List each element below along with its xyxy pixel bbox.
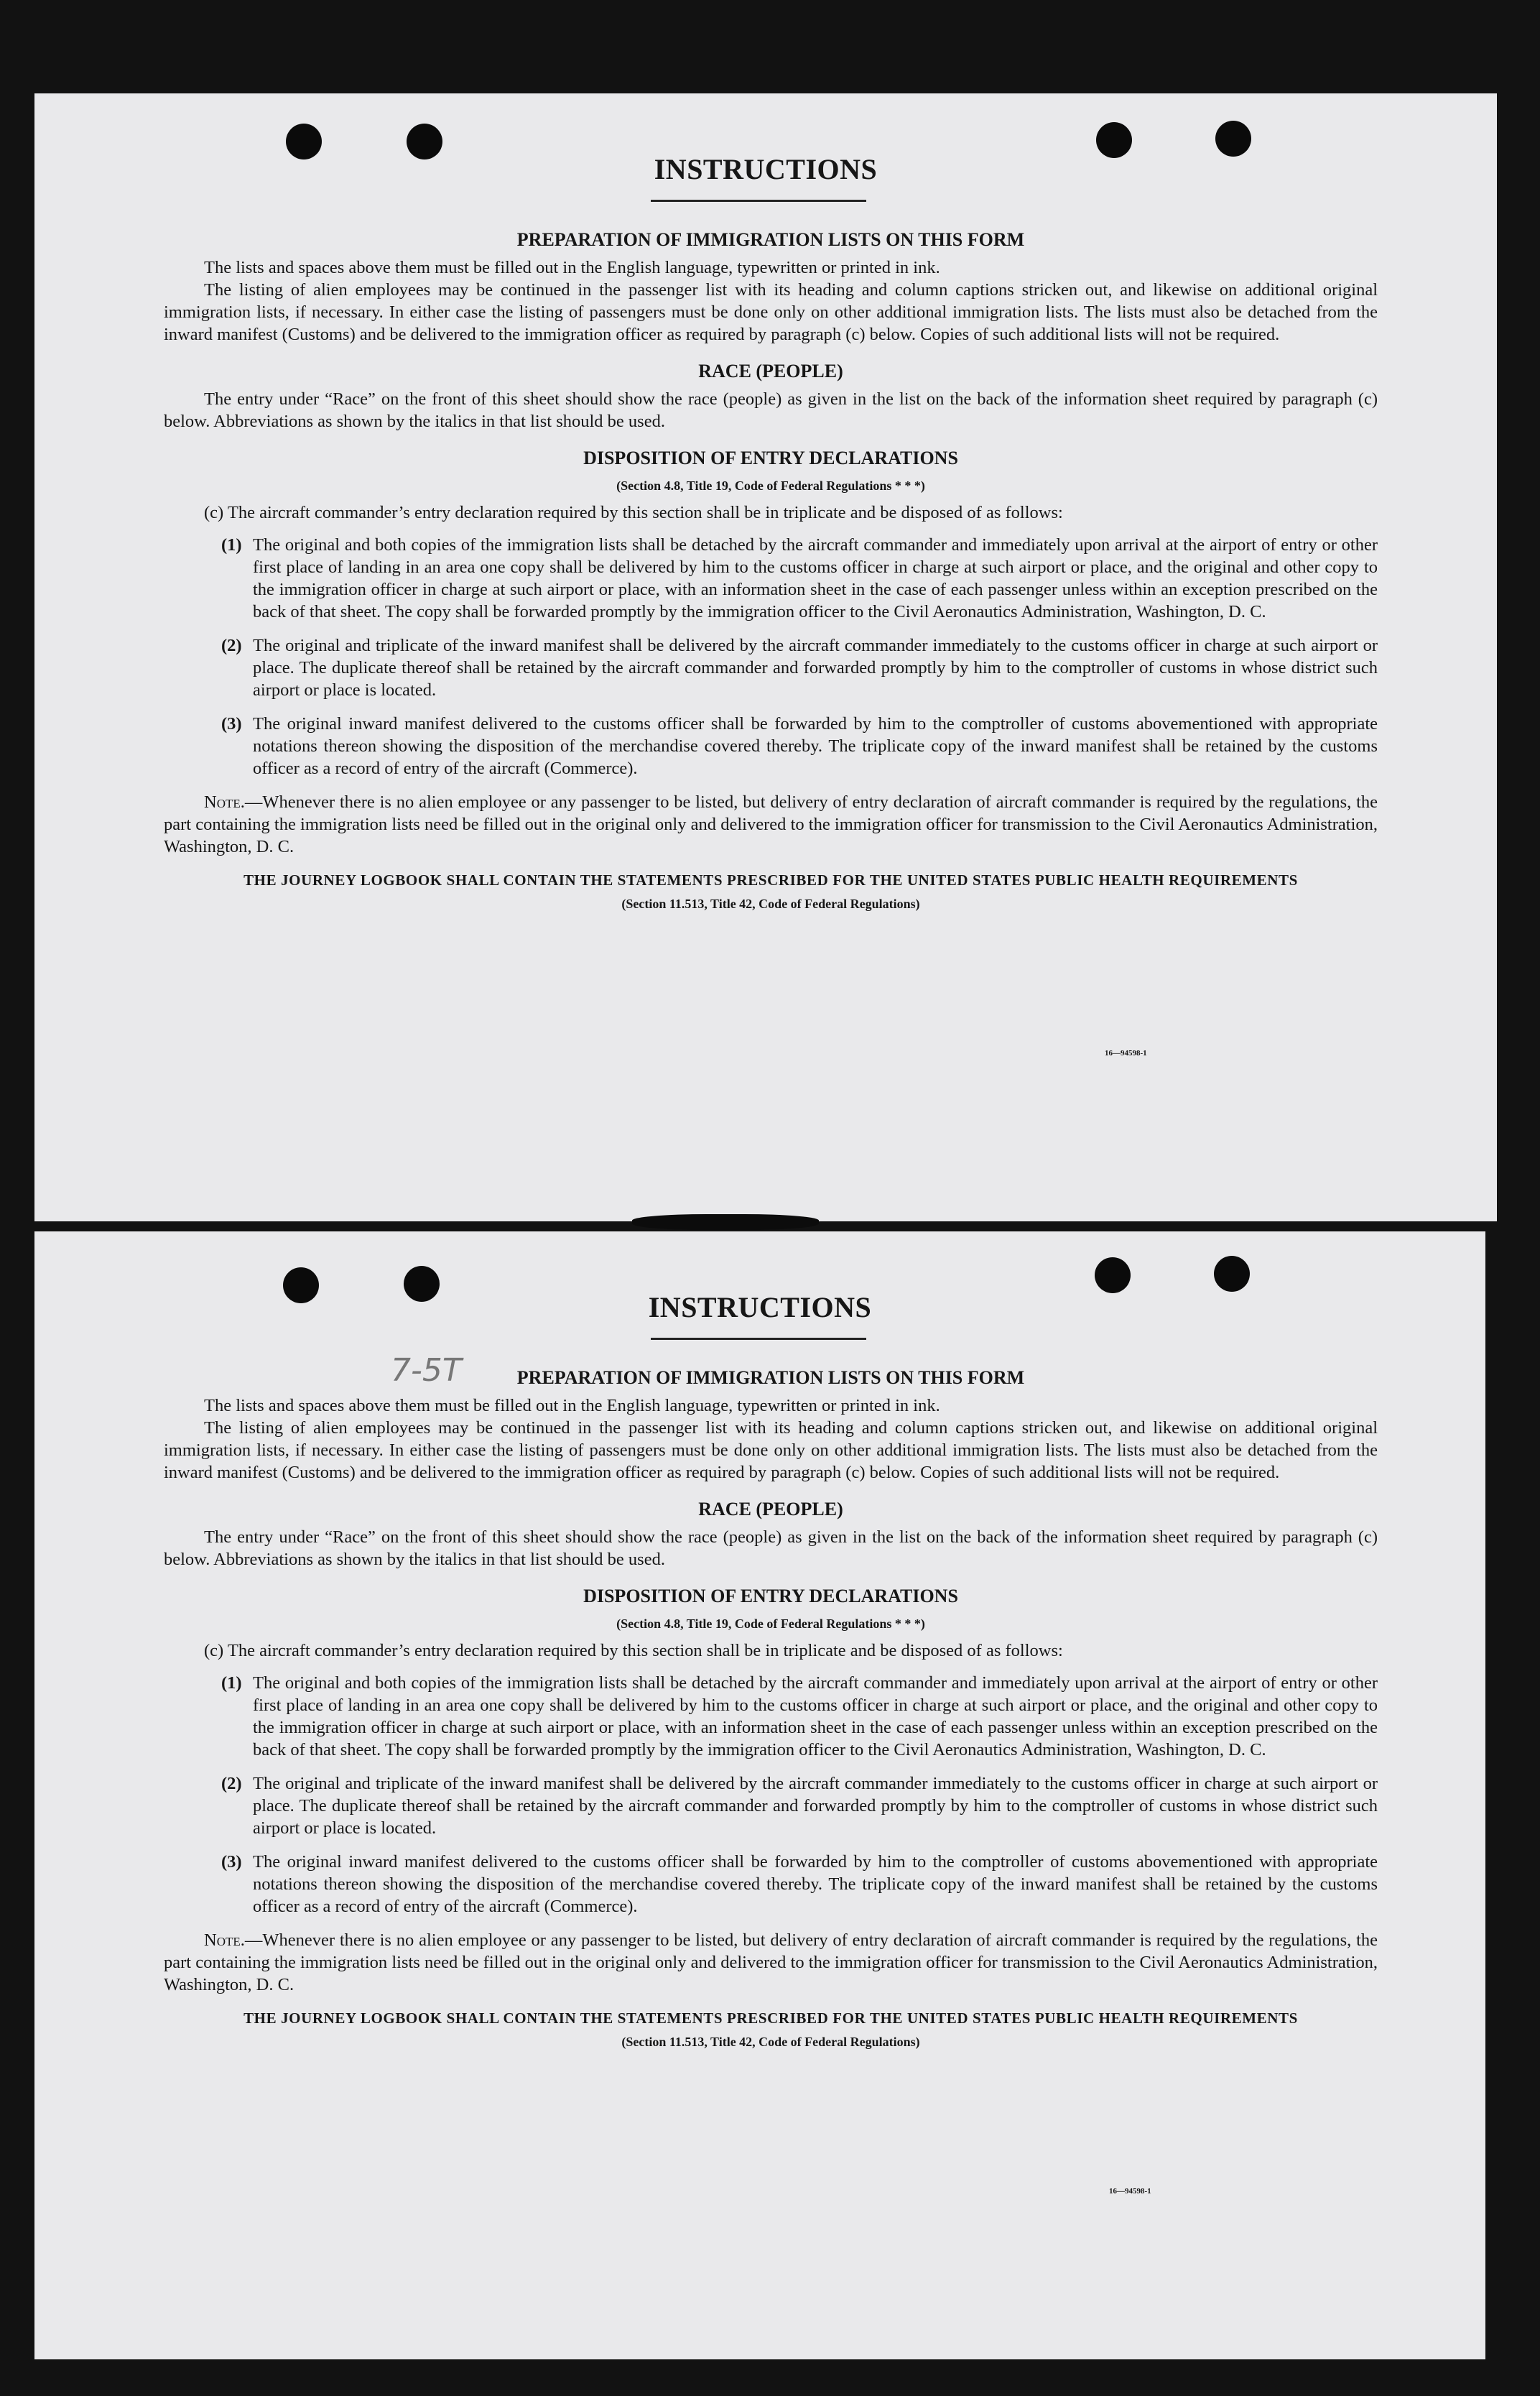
list-item bbox=[221, 1851, 1378, 1918]
instruction-sheet-2 bbox=[34, 1231, 1485, 2359]
section-heading-preparation: PREPARATION OF IMMIGRATION LISTS ON THIS FORM bbox=[516, 1367, 1025, 1388]
punch-hole bbox=[1095, 1257, 1131, 1293]
title-rule bbox=[651, 1338, 866, 1340]
item-text: The original and triplicate of the inward manifest shall be delivered by the aircraft commander immediately to the customs officer in charge at such airport or place. The duplicate thereof shall be retained by the aircraft commander and forwarded promptly by him to the comptroller of customs in whose district such airport or place is located. bbox=[253, 636, 1378, 700]
list-item bbox=[221, 1672, 1378, 1761]
paragraph-listing: The listing of alien employees may be continued in the passenger list with its heading and column captions stricken out, and likewise on additional original immigration lists, if necessary. In either case the listing of passengers must be done only on other additional immigration lists. The lists must also be detached from the inward manifest (Customs) and be delivered to the immigration officer as required by paragraph (c) below. Copies of such additional lists will not be required. bbox=[164, 280, 1378, 344]
section-heading-race: RACE (PEOPLE) bbox=[698, 361, 843, 381]
handwritten-mark: 7-5T bbox=[391, 1352, 462, 1389]
list-item bbox=[221, 534, 1378, 623]
section-heading-disposition: DISPOSITION OF ENTRY DECLARATIONS bbox=[583, 448, 958, 468]
item-text: The original inward manifest delivered to the customs officer shall be forwarded by him to the comptroller of customs abovementioned with appropriate notations thereon showing the disposition of the merchandise covered thereby. The triplicate copy of the inward manifest shall be retained by the customs officer as a record of entry of the aircraft (Commerce). bbox=[253, 714, 1378, 778]
item-text: The original and both copies of the immigration lists shall be detached by the aircraft commander and immediately upon arrival at the airport of entry or other first place of landing in an area one copy shall be delivered by him to the customs officer in charge at such airport or place, and the original and other copy to the immigration officer in charge at such airport or place, with an information sheet in the case of each passenger unless within an exception prescribed on the back of that sheet. The copy shall be forwarded promptly by the immigration officer to the Civil Aeronautics Administration, Washington, D. C. bbox=[253, 1673, 1378, 1759]
torn-edge bbox=[632, 1214, 819, 1230]
section-citation: (Section 4.8, Title 19, Code of Federal Regulations * * *) bbox=[616, 1616, 925, 1631]
form-number: 16—94598-1 bbox=[1109, 2187, 1151, 2196]
section-heading-disposition: DISPOSITION OF ENTRY DECLARATIONS bbox=[583, 1586, 958, 1606]
note-text: —Whenever there is no alien employee or any passenger to be listed, but delivery of entry declaration of aircraft commander is required by the regulations, the part containing the immigration lists need be filled out in the original only and delivered to the immigration officer for transmission to the Civil Aeronautics Administration, Washington, D. C. bbox=[164, 792, 1378, 856]
note-label: Note. bbox=[204, 792, 245, 812]
section-citation: (Section 4.8, Title 19, Code of Federal Regulations * * *) bbox=[616, 478, 925, 493]
disposition-list bbox=[221, 1672, 1378, 1918]
paragraph-race: The entry under “Race” on the front of this sheet should show the race (people) as given in the list on the back of the information sheet required by paragraph (c) below. Abbreviations as shown by the italics in that list should be used. bbox=[164, 1527, 1378, 1569]
item-number: (3) bbox=[221, 1852, 242, 1872]
logbook-citation: (Section 11.513, Title 42, Code of Federal Regulations) bbox=[621, 897, 920, 911]
logbook-citation: (Section 11.513, Title 42, Code of Federal Regulations) bbox=[621, 2035, 920, 2049]
punch-hole bbox=[1215, 121, 1251, 157]
sheet-body bbox=[164, 221, 1378, 915]
page-title: INSTRUCTIONS bbox=[654, 153, 878, 185]
paragraph-lists: The lists and spaces above them must be filled out in the English language, typewritten or printed in ink. bbox=[204, 1396, 940, 1415]
logbook-statement: THE JOURNEY LOGBOOK SHALL CONTAIN THE STATEMENTS PRESCRIBED FOR THE UNITED STATES PUBLIC HEALTH REQUIREMENTS bbox=[243, 2009, 1298, 2027]
paragraph-race: The entry under “Race” on the front of this sheet should show the race (people) as given in the list on the back of the information sheet required by paragraph (c) below. Abbreviations as shown by the italics in that list should be used. bbox=[164, 389, 1378, 431]
form-number: 16—94598-1 bbox=[1105, 1049, 1147, 1058]
paragraph-lists: The lists and spaces above them must be filled out in the English language, typewritten or printed in ink. bbox=[204, 258, 940, 277]
note-paragraph bbox=[164, 1929, 1378, 1996]
punch-hole bbox=[1214, 1256, 1250, 1292]
section-heading-preparation: PREPARATION OF IMMIGRATION LISTS ON THIS FORM bbox=[516, 229, 1025, 250]
item-text: The original and both copies of the immigration lists shall be detached by the aircraft commander and immediately upon arrival at the airport of entry or other first place of landing in an area one copy shall be delivered by him to the customs officer in charge at such airport or place, and the original and other copy to the immigration officer in charge at such airport or place, with an information sheet in the case of each passenger unless within an exception prescribed on the back of that sheet. The copy shall be forwarded promptly by the immigration officer to the Civil Aeronautics Administration, Washington, D. C. bbox=[253, 535, 1378, 621]
list-item bbox=[221, 713, 1378, 780]
item-number: (3) bbox=[221, 714, 242, 734]
paragraph-listing: The listing of alien employees may be continued in the passenger list with its heading and column captions stricken out, and likewise on additional original immigration lists, if necessary. In either case the listing of passengers must be done only on other additional immigration lists. The lists must also be detached from the inward manifest (Customs) and be delivered to the immigration officer as required by paragraph (c) below. Copies of such additional lists will not be required. bbox=[164, 1418, 1378, 1482]
item-number: (2) bbox=[221, 1774, 242, 1793]
note-label: Note. bbox=[204, 1930, 245, 1950]
sheet-body bbox=[164, 1359, 1378, 2053]
paragraph-c: (c) The aircraft commander’s entry declaration required by this section shall be in triplicate and be disposed of as follows: bbox=[204, 1641, 1063, 1660]
instruction-sheet-1 bbox=[34, 93, 1497, 1221]
title-rule bbox=[651, 200, 866, 202]
note-paragraph bbox=[164, 791, 1378, 858]
item-number: (1) bbox=[221, 535, 242, 555]
logbook-statement: THE JOURNEY LOGBOOK SHALL CONTAIN THE STATEMENTS PRESCRIBED FOR THE UNITED STATES PUBLIC HEALTH REQUIREMENTS bbox=[243, 871, 1298, 889]
item-number: (2) bbox=[221, 636, 242, 655]
section-heading-race: RACE (PEOPLE) bbox=[698, 1499, 843, 1520]
item-number: (1) bbox=[221, 1673, 242, 1693]
list-item bbox=[221, 1772, 1378, 1839]
note-text: —Whenever there is no alien employee or any passenger to be listed, but delivery of entry declaration of aircraft commander is required by the regulations, the part containing the immigration lists need be filled out in the original only and delivered to the immigration officer for transmission to the Civil Aeronautics Administration, Washington, D. C. bbox=[164, 1930, 1378, 1994]
paragraph-c: (c) The aircraft commander’s entry declaration required by this section shall be in triplicate and be disposed of as follows: bbox=[204, 503, 1063, 522]
disposition-list bbox=[221, 534, 1378, 780]
item-text: The original and triplicate of the inward manifest shall be delivered by the aircraft commander immediately to the customs officer in charge at such airport or place. The duplicate thereof shall be retained by the aircraft commander and forwarded promptly by him to the comptroller of customs in whose district such airport or place is located. bbox=[253, 1774, 1378, 1838]
page-title: INSTRUCTIONS bbox=[648, 1291, 872, 1323]
item-text: The original inward manifest delivered to the customs officer shall be forwarded by him to the comptroller of customs abovementioned with appropriate notations thereon showing the disposition of the merchandise covered thereby. The triplicate copy of the inward manifest shall be retained by the customs officer as a record of entry of the aircraft (Commerce). bbox=[253, 1852, 1378, 1916]
list-item bbox=[221, 634, 1378, 701]
